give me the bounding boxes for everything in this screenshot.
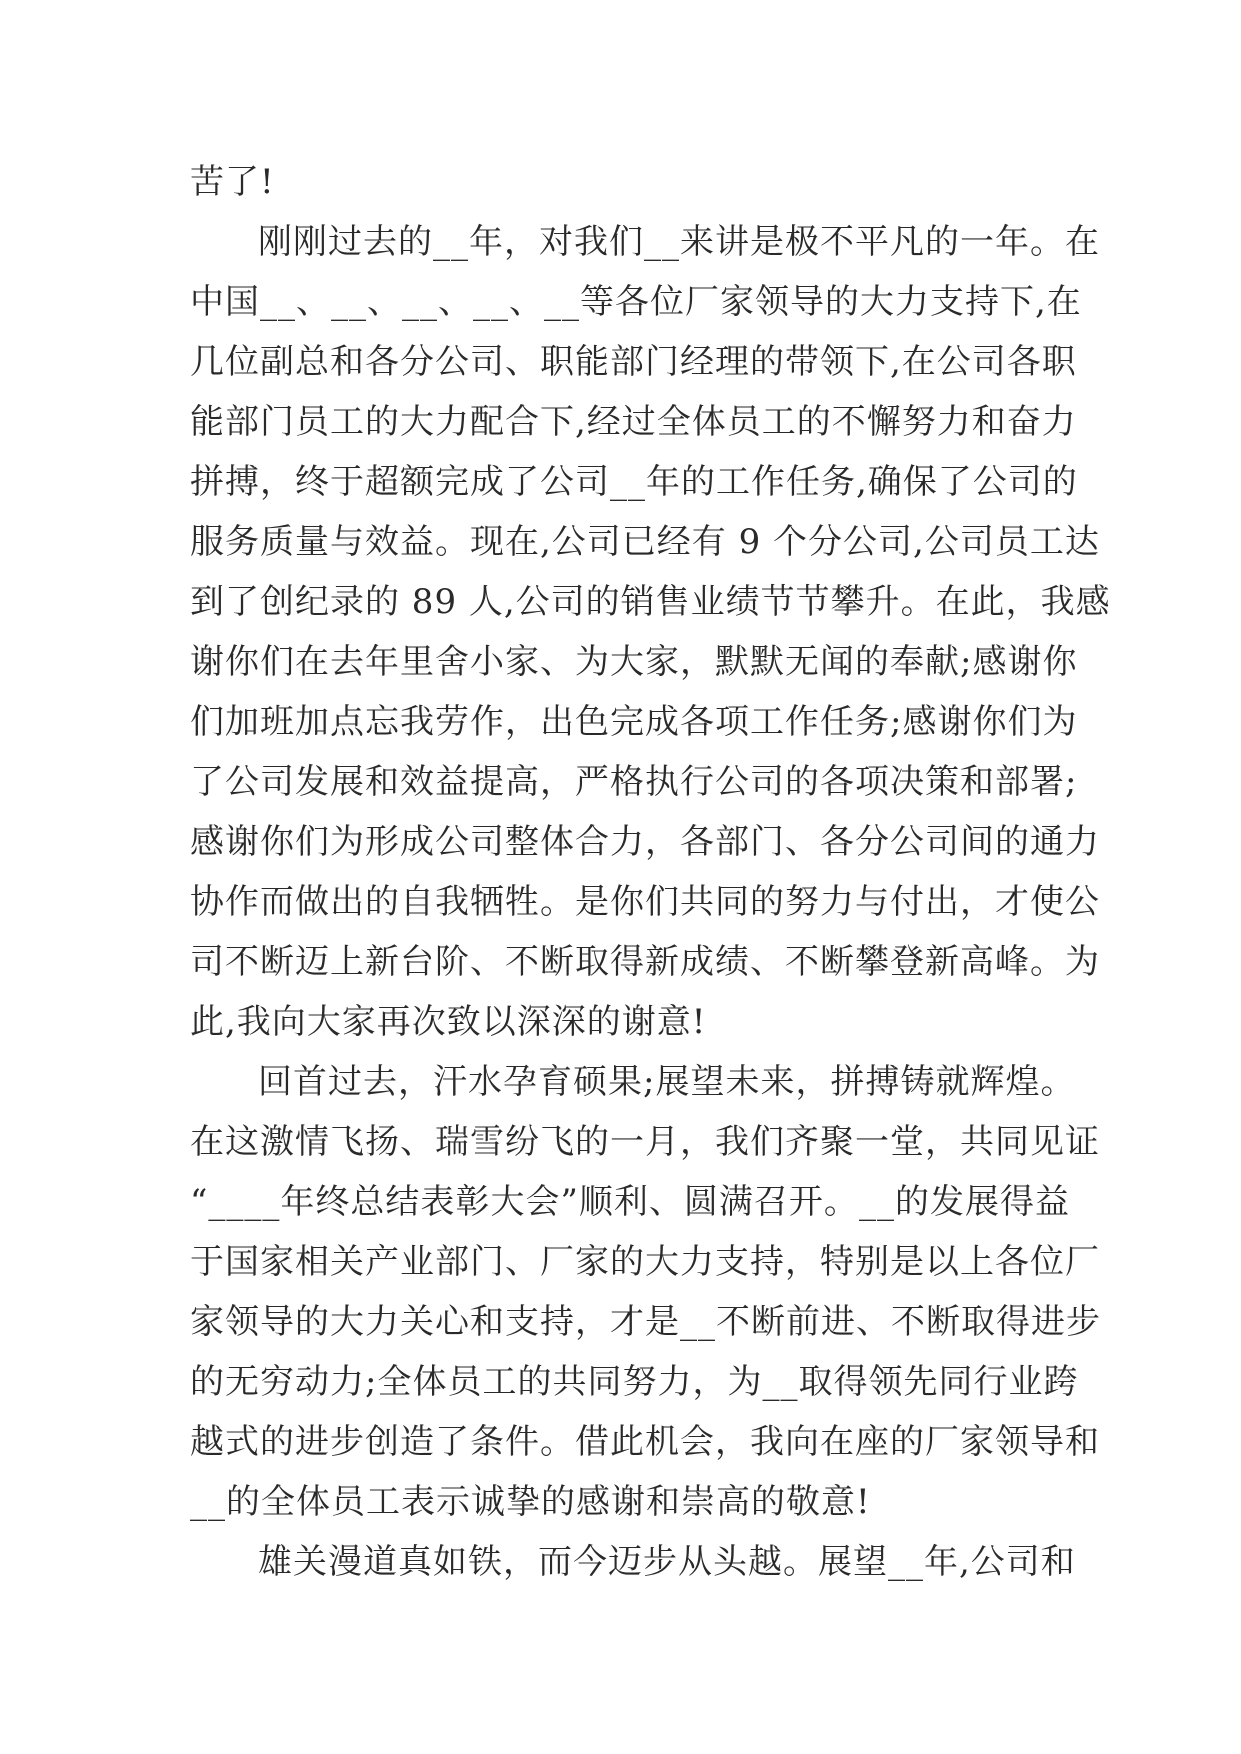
text-line: 中国__、__、__、__、__等各位厂家领导的大力支持下,在 [190, 282, 1082, 322]
text-line: __的全体员工表示诚挚的感谢和崇高的敬意! [190, 1482, 871, 1522]
text-line: 雄关漫道真如铁，而今迈步从头越。展望__年,公司和 [258, 1542, 1076, 1582]
text-line: 了公司发展和效益提高，严格执行公司的各项决策和部署; [190, 762, 1078, 802]
text-line: 此,我向大家再次致以深深的谢意! [190, 1002, 707, 1042]
text-line: 司不断迈上新台阶、不断取得新成绩、不断攀登新高峰。为 [190, 942, 1100, 982]
text-line: 苦了! [190, 162, 275, 202]
text-line: 拼搏，终于超额完成了公司__年的工作任务,确保了公司的 [190, 462, 1078, 502]
text-line: 回首过去，汗水孕育硕果;展望未来，拼搏铸就辉煌。 [258, 1062, 1076, 1102]
document-body [190, 152, 1111, 1592]
text-line: 刚刚过去的__年，对我们__来讲是极不平凡的一年。在 [258, 222, 1100, 262]
text-line: 感谢你们为形成公司整体合力，各部门、各分公司间的通力 [190, 822, 1100, 862]
text-line: 谢你们在去年里舍小家、为大家，默默无闻的奉献;感谢你 [190, 642, 1078, 682]
text-line: 们加班加点忘我劳作，出色完成各项工作任务;感谢你们为 [190, 702, 1078, 742]
text-line: 家领导的大力关心和支持，才是__不断前进、不断取得进步 [190, 1302, 1101, 1342]
text-line: 的无穷动力;全体员工的共同努力，为__取得领先同行业跨 [190, 1362, 1079, 1402]
text-line: 服务质量与效益。现在,公司已经有 9 个分公司,公司员工达 [190, 522, 1100, 562]
text-line: 于国家相关产业部门、厂家的大力支持，特别是以上各位厂 [190, 1242, 1100, 1282]
text-line: 能部门员工的大力配合下,经过全体员工的不懈努力和奋力 [190, 402, 1077, 442]
text-line: 在这激情飞扬、瑞雪纷飞的一月，我们齐聚一堂，共同见证 [190, 1122, 1100, 1162]
text-line: 越式的进步创造了条件。借此机会，我向在座的厂家领导和 [190, 1422, 1100, 1462]
text-line: 协作而做出的自我牺牲。是你们共同的努力与付出，才使公 [190, 882, 1100, 922]
text-line: “____年终总结表彰大会”顺利、圆满召开。__的发展得益 [190, 1182, 1070, 1222]
text-line: 到了创纪录的 89 人,公司的销售业绩节节攀升。在此，我感 [190, 582, 1111, 622]
text-line: 几位副总和各分公司、职能部门经理的带领下,在公司各职 [190, 342, 1077, 382]
